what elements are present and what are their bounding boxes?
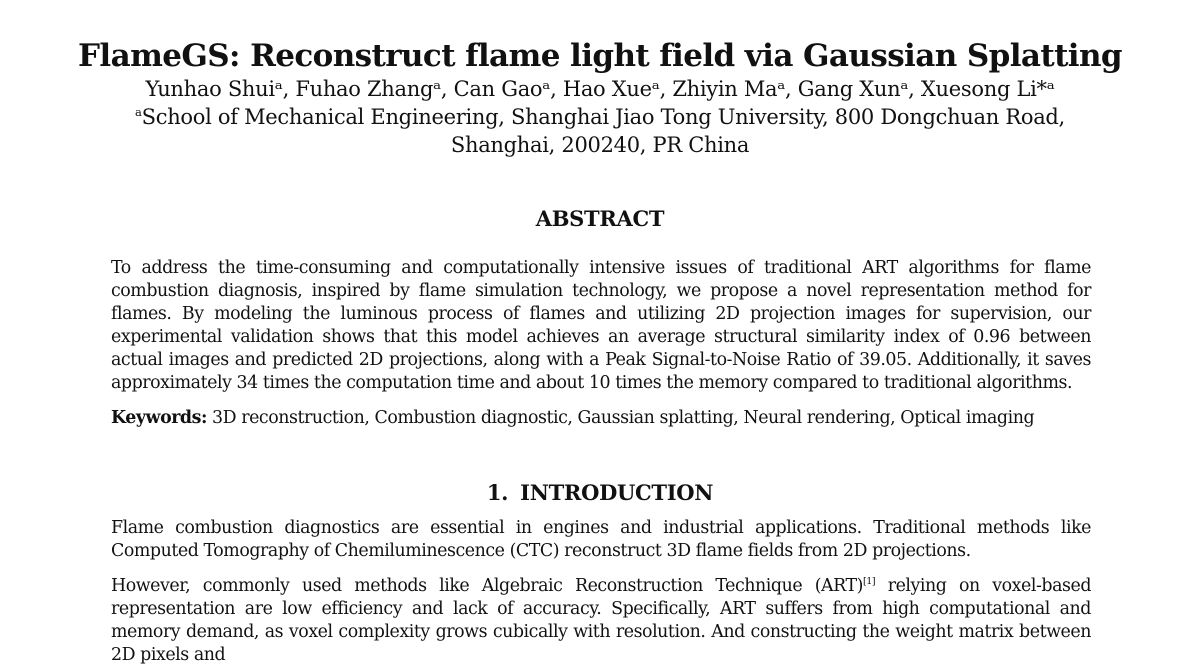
keywords-text: 3D reconstruction, Combustion diagnostic, Gaussian splatting, Neural rendering, Optical imaging: [212, 408, 1035, 428]
section-title: INTRODUCTION: [520, 480, 714, 505]
abstract-heading: ABSTRACT: [535, 206, 665, 231]
intro-paragraph-2: [111, 575, 1091, 667]
affiliation: [0, 103, 1200, 159]
keywords: [111, 407, 1091, 430]
abstract-text: To address the time-consuming and computationally intensive issues of traditional ART algorithms for flame combustion diagnosis, inspired by flame simulation technology, we propose a novel representation method for flames. By modeling the luminous process of flames and utilizing 2D projection images for supervision, our experimental validation shows that this model achieves an average structural similarity index of 0.96 between actual images and predicted 2D projections, along with a Peak Signal-to-Noise Ratio of 39.05. Additionally, it saves approximately 34 times the computation time and about 10 times the memory compared to traditional algorithms.: [111, 258, 1091, 393]
intro-paragraph-2-start: However, commonly used methods like Algebraic Reconstruction Technique (ART): [111, 576, 863, 596]
section-number: 1.: [486, 480, 509, 505]
author-list: Yunhao Shuiᵃ, Fuhao Zhangᵃ, Can Gaoᵃ, Hao Xueᵃ, Zhiyin Maᵃ, Gang Xunᵃ, Xuesong Li*ᵃ: [145, 77, 1055, 101]
affiliation-line-2: Shanghai, 200240, PR China: [450, 133, 750, 157]
intro-paragraph-2-rest: relying on voxel-based representation are low efficiency and lack of accuracy. Specifically, ART suffers from high computational and memory demand, as voxel complexity grows cubically with resolution. And constructing the weight matrix between 2D pixels and: [111, 576, 1091, 665]
keywords-label: Keywords:: [111, 408, 207, 428]
citation-ref-1[interactable]: [1]: [862, 576, 876, 588]
paper-title: FlameGS: Reconstruct flame light field via Gaussian Splatting: [78, 38, 1122, 74]
intro-paragraph-1: Flame combustion diagnostics are essential in engines and industrial applications. Traditional methods like Computed Tomography of Chemiluminescence (CTC) reconstruct 3D flame fields from 2D projections.: [111, 518, 1091, 561]
section-heading-introduction: [0, 479, 1200, 507]
affiliation-marker: a: [135, 105, 142, 119]
affiliation-line-1: School of Mechanical Engineering, Shanghai Jiao Tong University, 800 Dongchuan Road,: [141, 105, 1065, 129]
